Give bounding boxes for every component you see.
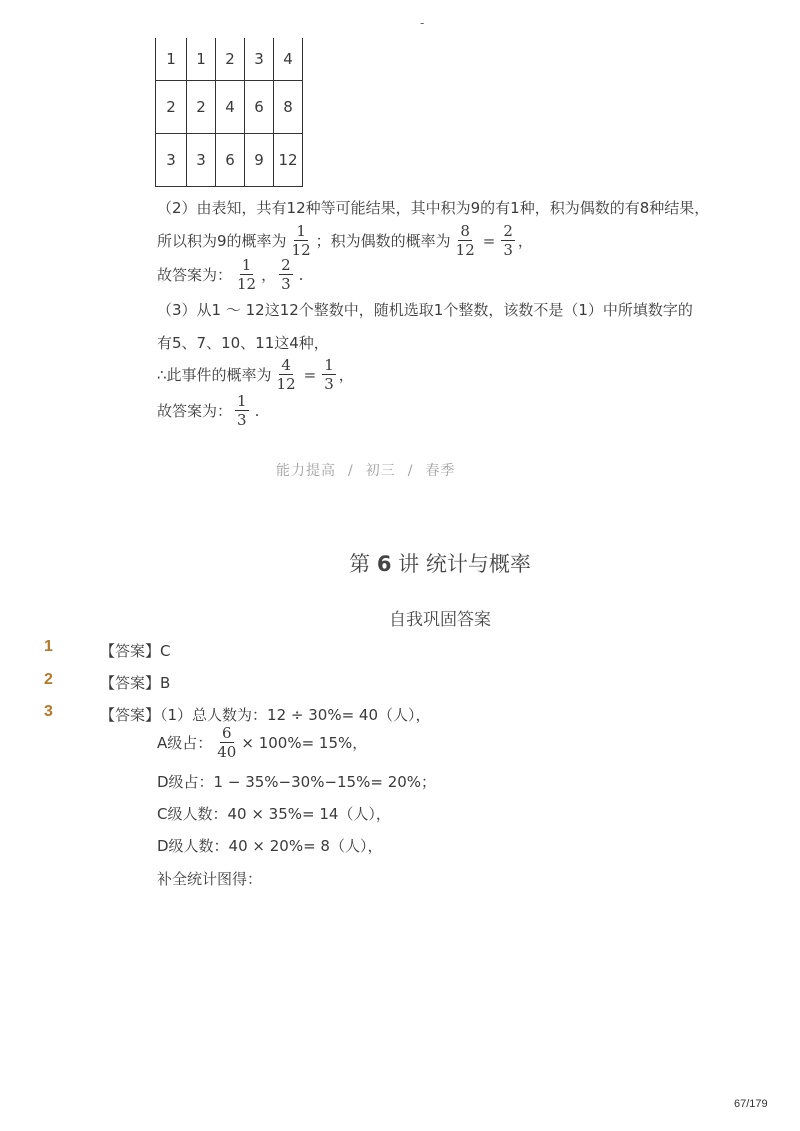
text: 讲 统计与概率 xyxy=(398,552,531,576)
q3-c-count: C级人数：40 × 35%= 14（人）， xyxy=(157,805,391,823)
table-cell: 3 xyxy=(156,134,187,187)
equals-sign: = xyxy=(303,365,317,384)
numerator: 1 xyxy=(237,392,247,410)
text: 第 xyxy=(349,552,371,576)
q3-d-level: D级占：1 − 35%−30%−15%= 20%； xyxy=(157,773,437,791)
text: 故答案为： xyxy=(157,402,233,420)
text: × 100%= 15%， xyxy=(241,734,368,752)
part3-line4 xyxy=(157,392,262,429)
table-cell: 6 xyxy=(216,134,245,187)
fraction xyxy=(235,256,258,293)
text: ；积为偶数的概率为 xyxy=(315,232,451,250)
table-cell: 4 xyxy=(274,38,303,81)
fraction xyxy=(279,256,293,293)
denominator: 12 xyxy=(455,241,475,259)
table-row xyxy=(156,81,303,134)
denominator: 3 xyxy=(503,241,513,259)
answer-text: 【答案】C xyxy=(100,642,171,660)
footer-separator: / xyxy=(348,463,354,479)
fraction xyxy=(454,222,477,259)
part3-line1 xyxy=(157,299,693,320)
denominator: 12 xyxy=(237,275,257,293)
text: （3）从1 ～ 12这12个整数中，随机选取1个整数，该数不是（1）中所填数字的 xyxy=(157,301,693,319)
header-mark: - xyxy=(420,16,425,30)
q3-chart-note: 补全统计图得： xyxy=(157,870,263,888)
answer-text: 【答案】B xyxy=(100,674,171,692)
part2-line1 xyxy=(157,197,709,218)
part3-line3 xyxy=(157,356,354,393)
denominator: 3 xyxy=(237,411,247,429)
text: ， xyxy=(338,366,354,384)
part2-line2 xyxy=(157,222,533,259)
numerator: 6 xyxy=(222,724,232,742)
text: 所以积为9的概率为 xyxy=(157,232,287,250)
text: （2）由表知，共有12种等可能结果，其中积为9的有1种，积为偶数的有8种结果， xyxy=(157,199,710,217)
footer-text: 初三 xyxy=(365,463,396,479)
footer-separator: / xyxy=(407,463,414,479)
chapter-number: 6 xyxy=(376,552,392,576)
question-number: 1 xyxy=(44,638,53,655)
fraction xyxy=(322,356,336,393)
text: . xyxy=(254,401,260,420)
table-cell: 3 xyxy=(187,134,216,187)
denominator: 12 xyxy=(291,241,311,259)
q3-d-count: D级人数：40 × 20%= 8（人）， xyxy=(157,837,383,855)
table-row xyxy=(156,38,303,81)
text: ， xyxy=(517,232,533,250)
fraction xyxy=(275,356,298,393)
text: 有5、7、10、11这4种， xyxy=(157,334,329,352)
fraction xyxy=(290,222,313,259)
table-cell: 1 xyxy=(156,38,187,81)
equals-sign: = xyxy=(482,231,496,250)
table-cell: 3 xyxy=(245,38,274,81)
denominator: 3 xyxy=(324,375,334,393)
table-cell: 8 xyxy=(274,81,303,134)
fraction xyxy=(501,222,515,259)
table-cell: 2 xyxy=(187,81,216,134)
question-number: 2 xyxy=(44,671,53,688)
numerator: 2 xyxy=(503,222,513,240)
table-cell: 1 xyxy=(187,38,216,81)
page-footer xyxy=(270,460,461,480)
denominator: 40 xyxy=(217,743,237,761)
question-number: 3 xyxy=(44,703,53,720)
table-cell: 6 xyxy=(245,81,274,134)
table-cell: 2 xyxy=(216,38,245,81)
text: A级占： xyxy=(157,734,213,752)
text: . xyxy=(298,265,304,284)
chapter-title xyxy=(0,548,800,578)
text: ， xyxy=(261,266,277,284)
numerator: 2 xyxy=(281,256,291,274)
fraction xyxy=(215,724,238,761)
numerator: 1 xyxy=(324,356,334,374)
footer-text: 能力提高 xyxy=(276,463,336,479)
text: ∴此事件的概率为 xyxy=(157,366,272,384)
page-number: 67/179 xyxy=(734,1098,768,1110)
footer-text: 春季 xyxy=(425,463,456,479)
table-cell: 4 xyxy=(216,81,245,134)
text: 故答案为： xyxy=(157,266,233,284)
table-cell: 12 xyxy=(274,134,303,187)
numerator: 1 xyxy=(296,222,306,240)
numerator: 1 xyxy=(241,256,252,274)
denominator: 3 xyxy=(281,275,291,293)
part3-line2 xyxy=(157,332,329,353)
denominator: 12 xyxy=(276,375,296,393)
q3-a-level xyxy=(157,724,367,761)
section-subtitle: 自我巩固答案 xyxy=(389,610,491,630)
product-table xyxy=(155,38,303,187)
numerator: 4 xyxy=(281,356,291,374)
table-row xyxy=(156,134,303,187)
answer-text: 【答案】（1）总人数为：12 ÷ 30%= 40（人）， xyxy=(100,706,431,724)
part2-line3 xyxy=(157,256,306,293)
fraction xyxy=(235,392,249,429)
numerator: 8 xyxy=(460,222,470,240)
table-cell: 9 xyxy=(245,134,274,187)
table-cell: 2 xyxy=(156,81,187,134)
